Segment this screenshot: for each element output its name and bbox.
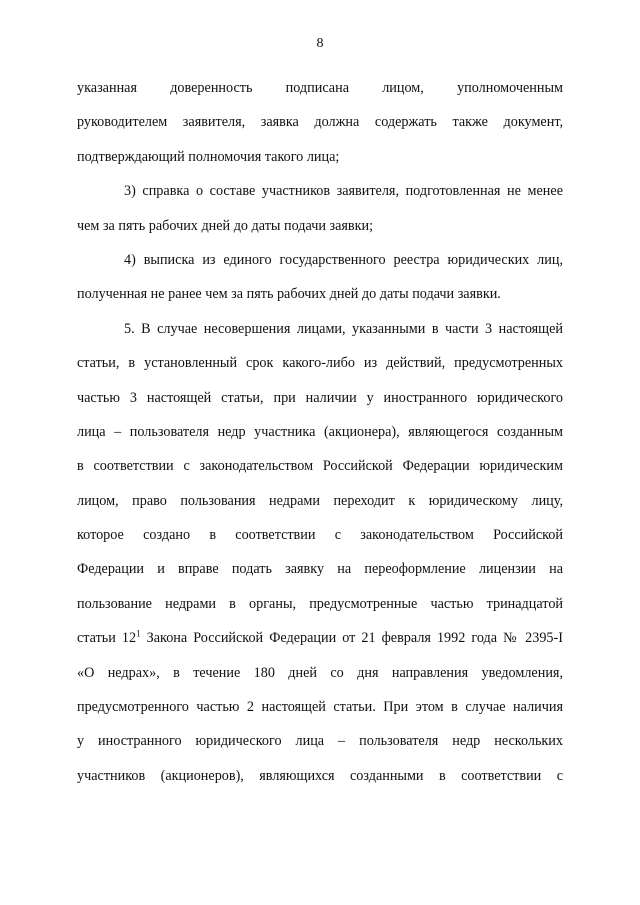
text-line: подтверждающий полномочия такого лица; bbox=[77, 148, 340, 165]
text-line: Федерации и вправе подать заявку на переоформление лицензии на bbox=[77, 561, 563, 578]
paragraph-5-first-line: 5. В случае несовершения лицами, указанными в части 3 настоящей bbox=[124, 320, 563, 337]
text-line: полученная не ранее чем за пять рабочих дней до даты подачи заявки. bbox=[77, 286, 501, 303]
text-line: руководителем заявителя, заявка должна содержать также документ, bbox=[77, 114, 563, 131]
text-line: «О недрах», в течение 180 дней со дня направления уведомления, bbox=[77, 664, 563, 681]
text-fragment: статьи 12 bbox=[77, 630, 137, 647]
text-line: пользование недрами в органы, предусмотренные частью тринадцатой bbox=[77, 595, 563, 612]
text-line: у иностранного юридического лица – пользователя недр нескольких bbox=[77, 733, 563, 750]
paragraph-3-first-line: 3) справка о составе участников заявителя, подготовленная не менее bbox=[124, 183, 563, 200]
text-line: в соответствии с законодательством Российской Федерации юридическим bbox=[77, 458, 563, 475]
text-line: участников (акционеров), являющихся созданными в соответствии с bbox=[77, 767, 563, 784]
text-line: частью 3 настоящей статьи, при наличии у иностранного юридического bbox=[77, 389, 563, 406]
text-line-with-superscript bbox=[77, 621, 563, 655]
text-line: лицом, право пользования недрами переходит к юридическому лицу, bbox=[77, 492, 563, 509]
text-line: предусмотренного частью 2 настоящей статьи. При этом в случае наличия bbox=[77, 699, 563, 716]
text-line: указанная доверенность подписана лицом, уполномоченным bbox=[77, 80, 563, 96]
text-line: чем за пять рабочих дней до даты подачи заявки; bbox=[77, 217, 374, 234]
text-line: статьи, в установленный срок какого-либо из действий, предусмотренных bbox=[77, 355, 563, 372]
paragraph-4-first-line: 4) выписка из единого государственного реестра юридических лиц, bbox=[124, 251, 563, 268]
document-body bbox=[77, 71, 563, 793]
text-fragment: Закона Российской Федерации от 21 февраля 1992 года № 2395-I bbox=[140, 630, 563, 647]
superscript: 1 bbox=[136, 628, 141, 639]
page-number: 8 bbox=[316, 36, 324, 51]
text-line: которое создано в соответствии с законодательством Российской bbox=[77, 527, 563, 544]
text-line: лица – пользователя недр участника (акционера), являющегося созданным bbox=[77, 423, 563, 440]
